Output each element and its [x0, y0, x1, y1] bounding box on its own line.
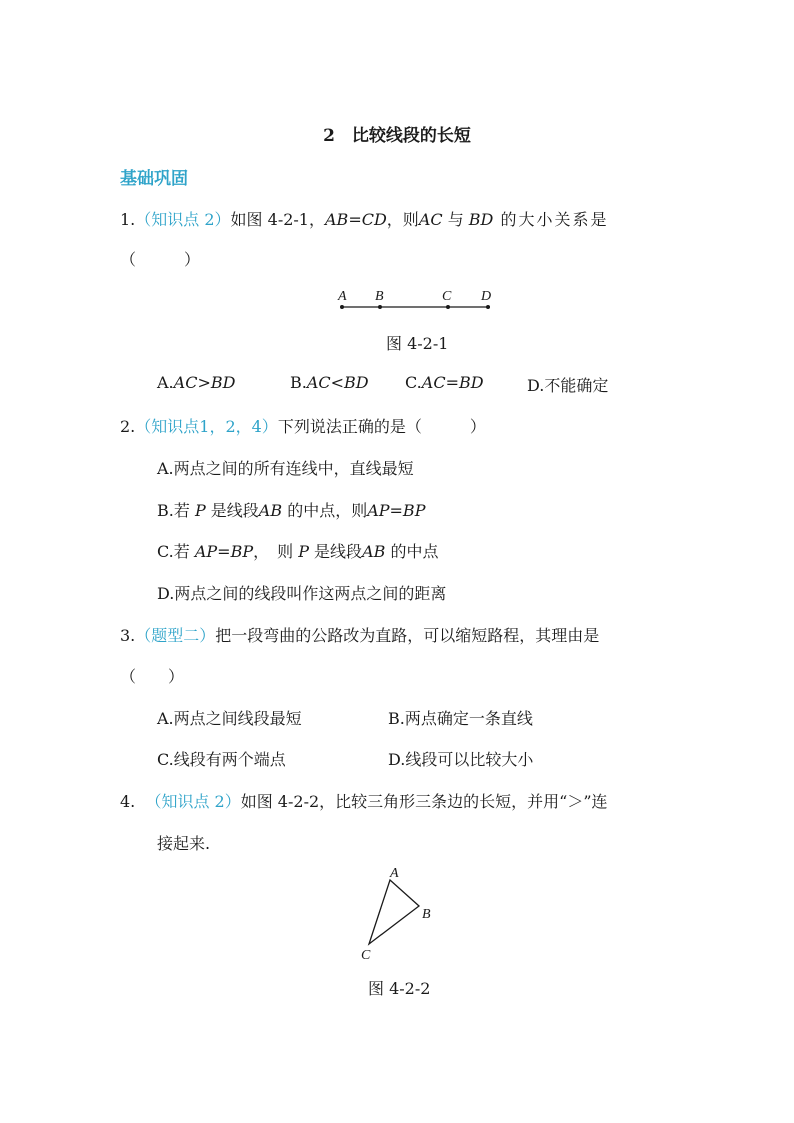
option-expr: 不能确定	[544, 376, 609, 395]
question-text: 下列说法正确的是（ ）	[277, 417, 486, 436]
triangle-abc	[369, 880, 419, 944]
question-text-continued: 接起来.	[157, 834, 211, 853]
option-b[interactable]	[290, 373, 369, 392]
option-text: 的中点	[385, 542, 439, 561]
option-text: C.若	[157, 542, 195, 561]
math-expr: AB	[258, 501, 283, 520]
question-number: 3.	[120, 626, 136, 645]
option-letter: A.	[157, 373, 174, 392]
option-b[interactable]	[157, 498, 425, 521]
math-expr: BD	[468, 210, 494, 229]
question-1	[120, 207, 608, 230]
point-b	[378, 305, 382, 309]
option-a[interactable]: A.两点之间的所有连线中，直线最短	[157, 459, 414, 478]
option-d[interactable]: D.两点之间的线段叫作这两点之间的距离	[157, 584, 447, 603]
question-text: 把一段弯曲的公路改为直路，可以缩短路程，其理由是	[215, 626, 600, 645]
option-b[interactable]: B.两点确定一条直线	[388, 709, 533, 728]
question-text: 的大小关系是	[493, 210, 609, 229]
point-a	[340, 305, 344, 309]
option-c[interactable]: C.线段有两个端点	[157, 750, 286, 769]
figure-caption: 图 4-2-2	[368, 979, 431, 998]
knowledge-tag: （知识点 2）	[145, 792, 241, 811]
section-heading: 基础巩固	[120, 169, 188, 189]
question-2	[120, 414, 486, 437]
option-expr: AC>BD	[173, 373, 236, 392]
question-number: 1.	[120, 210, 136, 229]
question-4	[120, 789, 608, 812]
figure-4-2-1	[330, 283, 500, 315]
question-number: 2.	[120, 417, 136, 436]
page-title: 2 比较线段的长短	[323, 126, 471, 146]
answer-paren: （ ）	[120, 667, 185, 686]
knowledge-tag: （题型二）	[135, 626, 216, 645]
option-a[interactable]: A.两点之间线段最短	[157, 709, 302, 728]
figure-4-2-2	[355, 862, 440, 964]
label-d: D	[481, 289, 492, 304]
math-expr: AP=BP	[194, 542, 254, 561]
option-text: 是线段	[205, 501, 259, 520]
option-text: ， 则	[253, 542, 299, 561]
label-a: A	[338, 289, 347, 304]
figure-caption: 图 4-2-1	[386, 334, 449, 353]
math-expr: AB	[362, 542, 386, 561]
label-b: B	[375, 289, 384, 304]
option-text: 的中点，则	[282, 501, 368, 520]
label-c: C	[361, 948, 371, 963]
option-text: 是线段	[308, 542, 363, 561]
answer-paren: （ ）	[120, 250, 201, 269]
question-text: ，则	[386, 210, 419, 229]
question-text: 与	[442, 210, 469, 229]
option-c[interactable]	[157, 539, 438, 562]
label-a: A	[390, 866, 399, 881]
math-expr: P	[194, 501, 206, 520]
knowledge-tag: （知识点1，2，4）	[135, 417, 278, 436]
option-a[interactable]	[157, 373, 235, 392]
math-expr: AB=CD	[325, 210, 387, 229]
knowledge-tag: （知识点 2）	[135, 210, 231, 229]
option-text: B.若	[157, 501, 195, 520]
math-expr: AP=BP	[367, 501, 426, 520]
question-3	[120, 623, 599, 646]
question-number: 4.	[120, 792, 136, 811]
option-letter: B.	[290, 373, 307, 392]
option-d[interactable]: D.线段可以比较大小	[388, 750, 534, 769]
question-text: 如图 4-2-2，比较三角形三条边的长短，并用“＞”连	[240, 792, 608, 811]
option-letter: C.	[405, 373, 422, 392]
math-expr: AC	[418, 210, 443, 229]
option-c[interactable]	[405, 373, 484, 392]
option-expr: AC=BD	[421, 373, 484, 392]
option-expr: AC<BD	[306, 373, 369, 392]
question-text: 如图 4-2-1，	[230, 210, 325, 229]
math-expr: P	[298, 542, 309, 561]
point-c	[446, 305, 450, 309]
point-d	[486, 305, 490, 309]
option-letter: D.	[527, 376, 545, 395]
option-d[interactable]	[527, 373, 608, 396]
label-b: B	[422, 907, 431, 922]
label-c: C	[442, 289, 452, 304]
